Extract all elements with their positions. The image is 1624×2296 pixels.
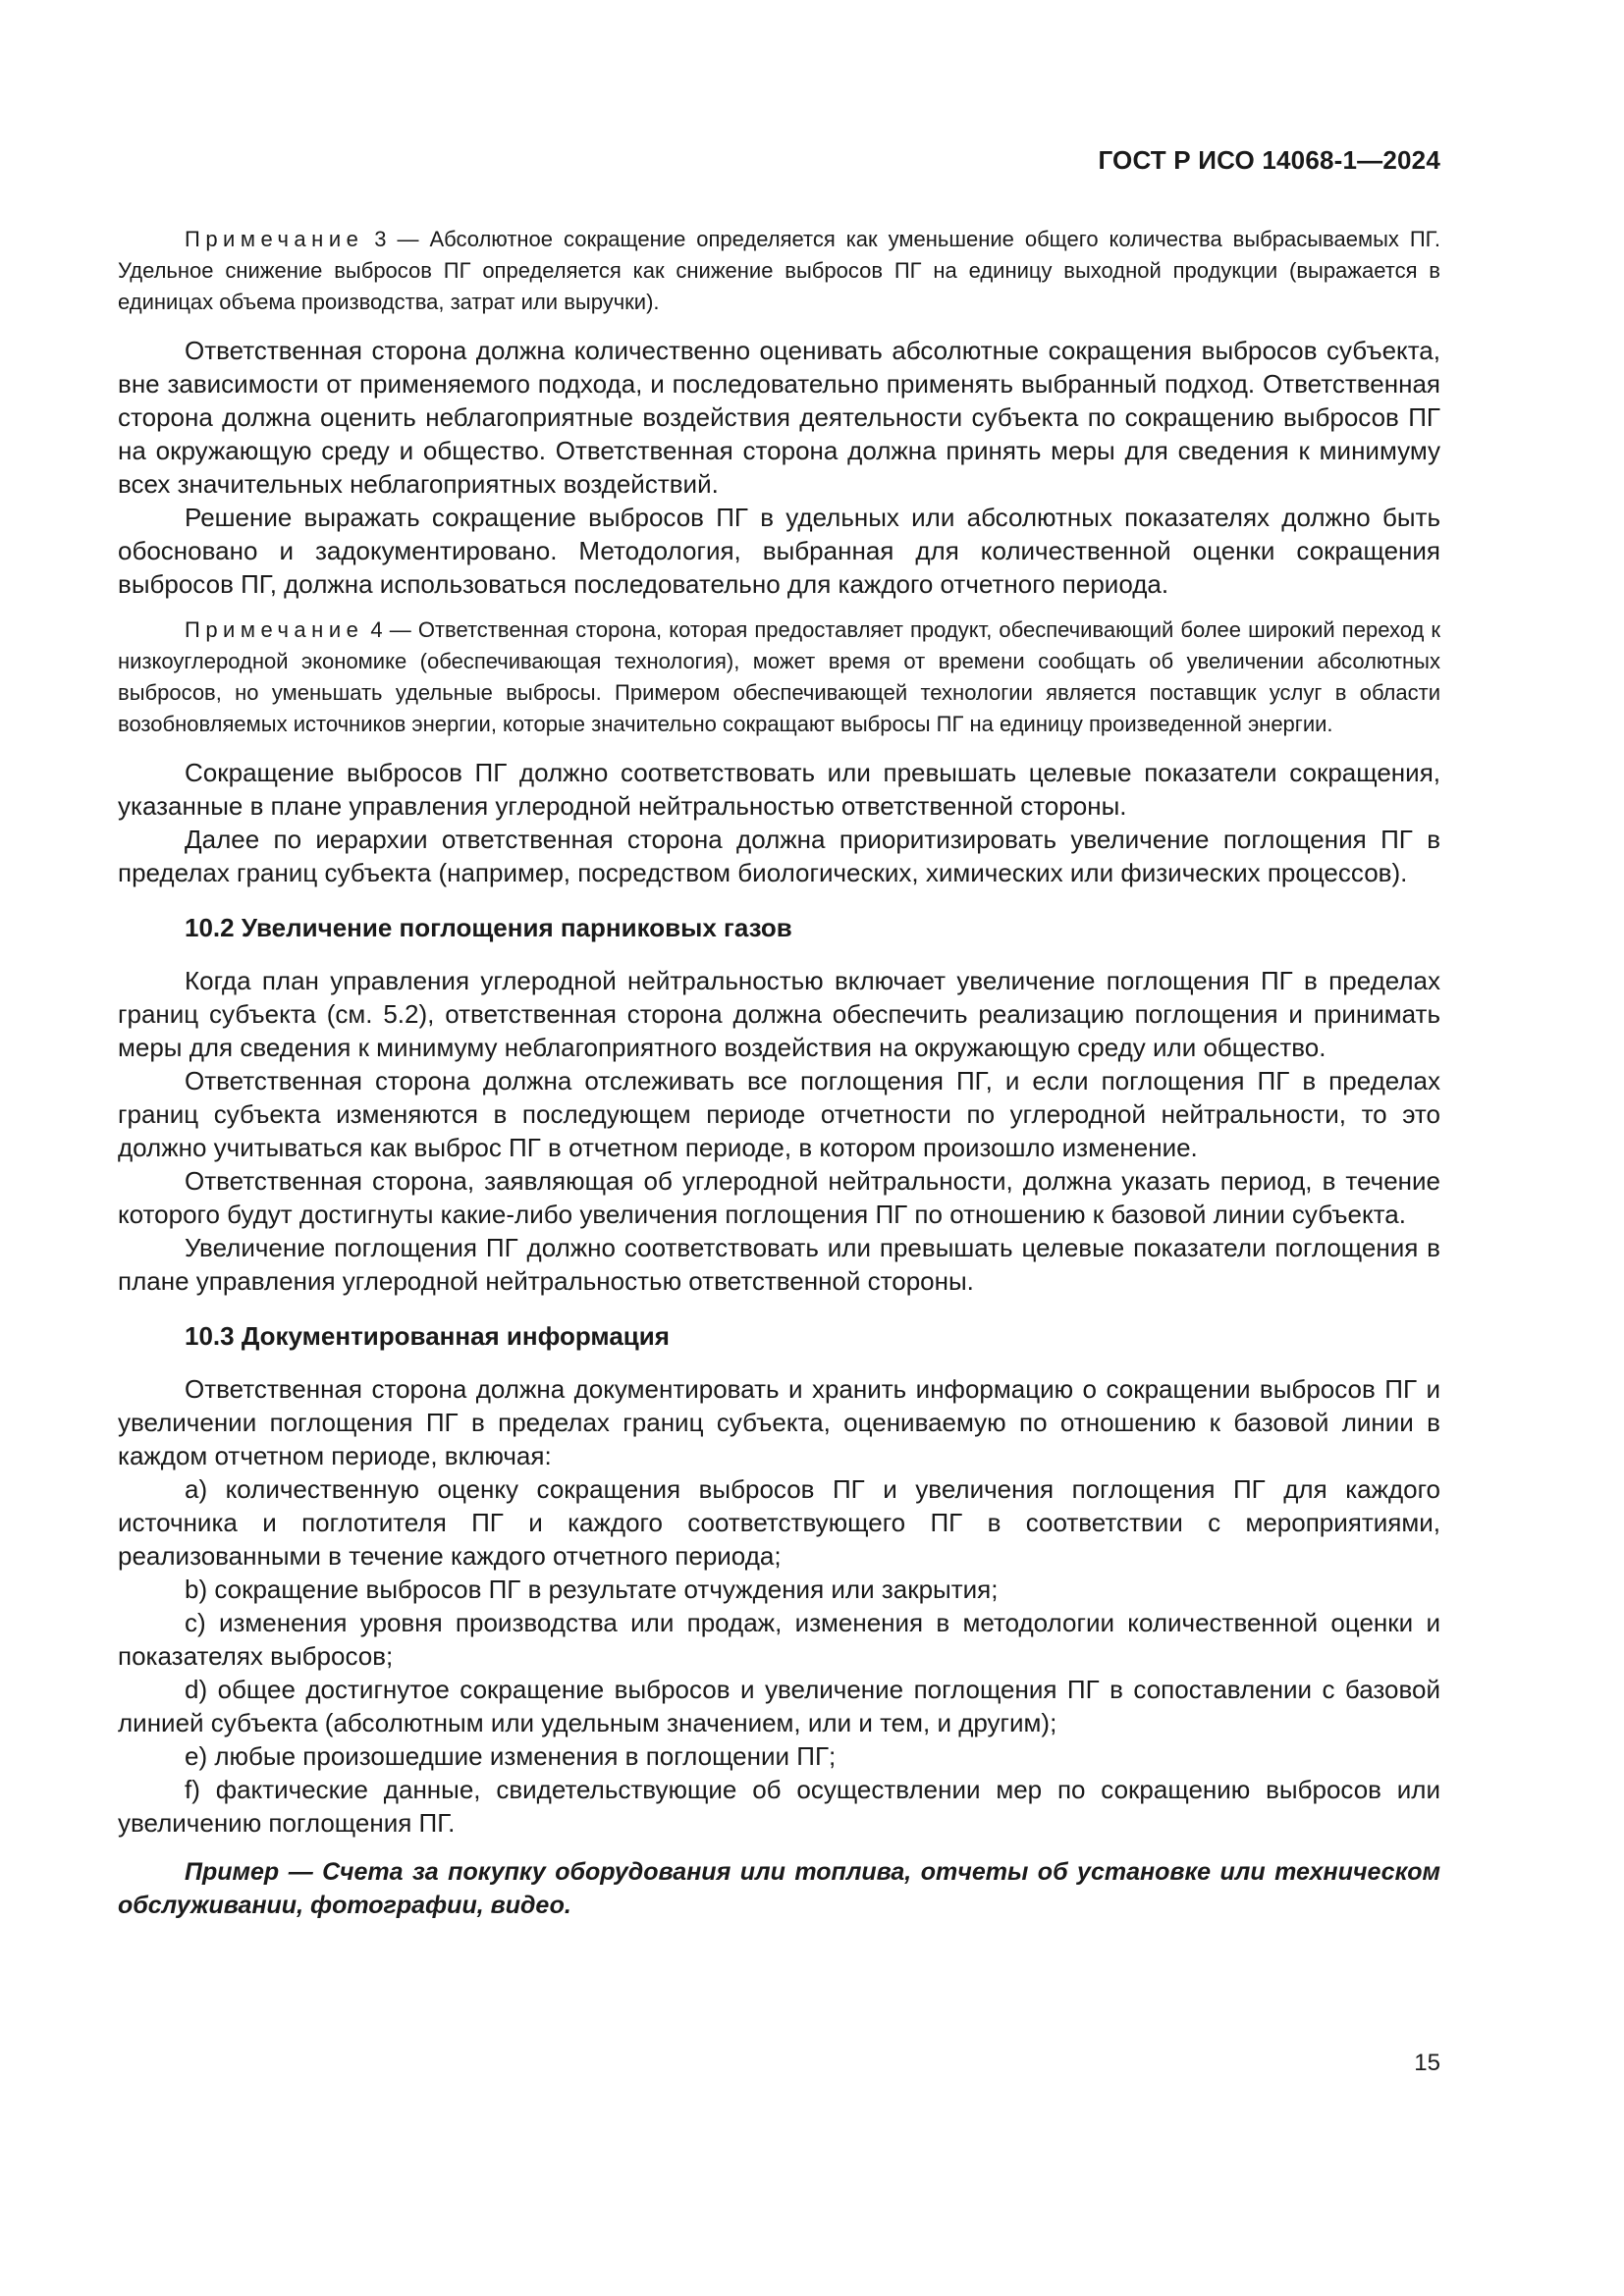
page-content [118,224,1440,1922]
page-number: 15 [1414,2050,1440,2076]
section-heading-10-2: 10.2 Увеличение поглощения парниковых газов [185,913,792,942]
example-text: Пример — Счета за покупку оборудования или топлива, отчеты об установке или техническом обслуживании, фотографии, видео. [118,1858,1440,1919]
paragraph: Сокращение выбросов ПГ должно соответствовать или превышать целевые показатели сокращения, указанные в плане управления углеродной нейтральностью ответственной стороны. [118,758,1440,821]
list-item: c) изменения уровня производства или продаж, изменения в методологии количественной оценки и показателях выбросов; [118,1608,1440,1671]
note-4-label: Примечание [185,617,364,642]
paragraph: Ответственная сторона должна отслеживать все поглощения ПГ, и если поглощения ПГ в пределах границ субъекта изменяются в последующем периоде отчетности по углеродной нейтральности, то это должно учитываться как выброс ПГ в отчетном периоде, в котором произошло изменение. [118,1066,1440,1162]
paragraph: Ответственная сторона должна документировать и хранить информацию о сокращении выбросов ПГ и увеличении поглощения ПГ в пределах границ субъекта, оцениваемую по отношению к базовой линии в каждом отчетном периоде, включая: [118,1374,1440,1470]
list-item: a) количественную оценку сокращения выбросов ПГ и увеличения поглощения ПГ для каждого источника и поглотителя ПГ и каждого соответствующего ПГ в соответствии с мероприятиями, реализованными в течение каждого отчетного периода; [118,1474,1440,1571]
paragraph: Далее по иерархии ответственная сторона должна приоритизировать увеличение поглощения ПГ в пределах границ субъекта (например, посредством биологических, химических или физических процессов). [118,825,1440,887]
list-item: f) фактические данные, свидетельствующие об осуществлении мер по сокращению выбросов или увеличению поглощения ПГ. [118,1775,1440,1838]
note-3-text: 3 — Абсолютное сокращение определяется как уменьшение общего количества выбрасываемых ПГ. Удельное снижение выбросов ПГ определяется как снижение выбросов ПГ на единицу выходной продукции (выражается в единицах объема производства, затрат или выручки). [118,227,1440,314]
note-3 [118,224,1440,318]
note-4-text: 4 — Ответственная сторона, которая предоставляет продукт, обеспечивающий более широкий переход к низкоуглеродной экономике (обеспечивающая технология), может время от времени сообщать об увеличении абсолютных выбросов, но уменьшать удельные выбросы. Примером обеспечивающей технологии является поставщик услуг в области возобновляемых источников энергии, которые значительно сокращают выбросы ПГ на единицу произведенной энергии. [118,617,1440,736]
paragraph: Ответственная сторона должна количественно оценивать абсолютные сокращения выбросов субъекта, вне зависимости от применяемого подхода, и последовательно применять выбранный подход. Ответственная сторона должна оценить неблагоприятные воздействия деятельности субъекта по сокращению выбросов ПГ на окружающую среду и общество. Ответственная сторона должна принять меры для сведения к минимуму всех значительных неблагоприятных воздействий. [118,336,1440,499]
section-heading-10-3: 10.3 Документированная информация [185,1321,670,1351]
note-4 [118,614,1440,740]
paragraph: Ответственная сторона, заявляющая об углеродной нейтральности, должна указать период, в течение которого будут достигнуты какие-либо увеличения поглощения ПГ по отношению к базовой линии субъекта. [118,1166,1440,1229]
paragraph: Решение выражать сокращение выбросов ПГ в удельных или абсолютных показателях должно быть обосновано и задокументировано. Методология, выбранная для количественной оценки сокращения выбросов ПГ, должна использоваться последовательно для каждого отчетного периода. [118,503,1440,599]
note-3-label: Примечание [185,227,364,251]
list-item: d) общее достигнутое сокращение выбросов и увеличение поглощения ПГ в сопоставлении с базовой линией субъекта (абсолютным или удельным значением, или и тем, и другим); [118,1675,1440,1737]
list-item: e) любые произошедшие изменения в поглощении ПГ; [185,1741,837,1771]
paragraph: Когда план управления углеродной нейтральностью включает увеличение поглощения ПГ в пределах границ субъекта (см. 5.2), ответственная сторона должна обеспечить реализацию поглощения и принимать меры для сведения к минимуму неблагоприятного воздействия на окружающую среду или общество. [118,966,1440,1062]
standard-id-header: ГОСТ Р ИСО 14068-1—2024 [1098,145,1440,175]
paragraph: Увеличение поглощения ПГ должно соответствовать или превышать целевые показатели поглощения в плане управления углеродной нейтральностью ответственной стороны. [118,1233,1440,1296]
list-item: b) сокращение выбросов ПГ в результате отчуждения или закрытия; [185,1575,999,1604]
